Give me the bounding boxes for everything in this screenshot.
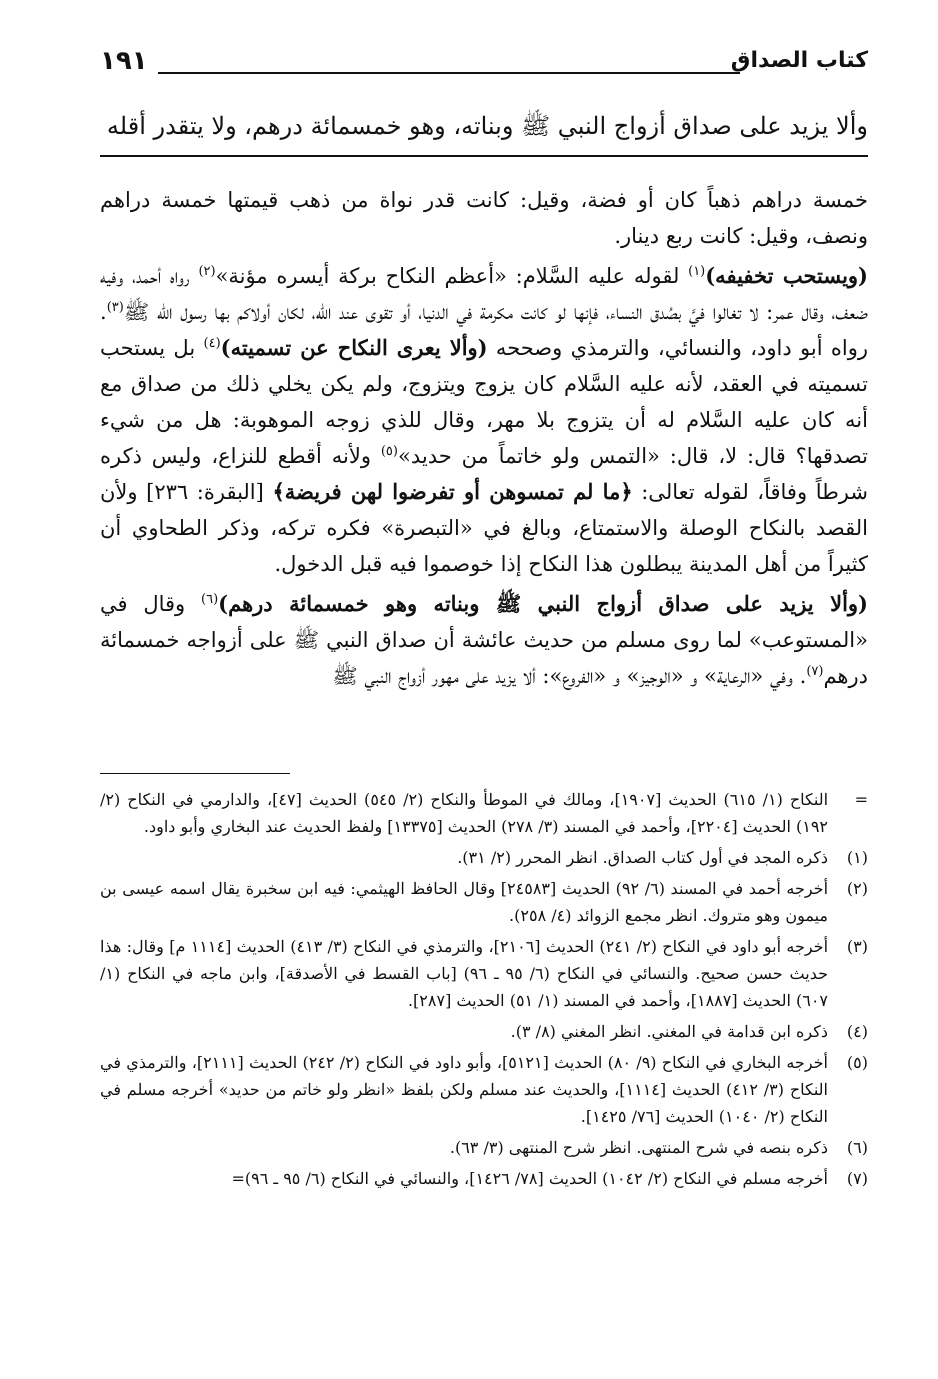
footnotes bbox=[100, 786, 868, 1196]
paragraph: (وألا يزيد على صداق أزواج النبي ﷺ وبناته وهو خمسمائة درهم)$^{(٦)}$ وقال في «المستوعب» لما روى مسلم من حديث عائشة أن صداق النبي ﷺ على أزواجه خمسمائة درهم$^{(٧)}$. وفي «الرعاية» و «الوجيز» و «الفروع»: ألا يزيد على مهور أزواج النبي ﷺ bbox=[100, 591, 868, 688]
commentary-body bbox=[100, 182, 868, 698]
footnote: (٣) أخرجه أبو داود في النكاح (٢/ ٢٤١) الحديث [٢١٠٦]، والترمذي في النكاح (٣/ ٤١٣) الحديث [١١١٤ م] وقال: هذا حديث حسن صحيح. والنسائي في النكاح (٦/ ٩٥ ـ ٩٦) [باب القسط في الأصدقة]، وابن ماجه في النكاح (١/ ٦٠٧) الحديث [١٨٨٧]، وأحمد في المسند (١/ ٥١) الحديث [٢٨٧]. bbox=[100, 937, 868, 1010]
footnote-separator bbox=[100, 773, 290, 774]
paragraph: خمسة دراهم ذهباً كان أو فضة، وقيل: كانت قدر نواة من ذهب قيمتها خمسة دراهم ونصف، وقيل: كانت ربع دينار. bbox=[100, 188, 868, 248]
footnote: (٤) ذكره ابن قدامة في المغني. انظر المغني (٨/ ٣). bbox=[510, 1022, 868, 1041]
matn-divider bbox=[100, 155, 868, 157]
chapter-title: كتاب الصداق bbox=[730, 48, 868, 73]
paragraph: (ويستحب تخفيفه)$^{(١)}$ لقوله عليه السَّلام: «أعظم النكاح بركة أيسره مؤنة»$^{(٢)}$ رواه أحمد، وفيه ضعف، وقال عمر: لا تغالوا فيَّ بصُدق النساء، فإنها لو كانت مكرمة في الدنيا، أو تقوى عند الله، لكان أولاكم بها رسول الله ﷺ$^{(٣)}$. رواه أبو داود، والنسائي، والترمذي وصححه (وألا يعرى النكاح عن تسميته)$^{(٤)}$ بل يستحب تسميته في العقد، لأنه عليه السَّلام كان يزوج ويتزوج، ولم يكن يخلي ذلك من صداق مع أنه كان عليه السَّلام له أن يتزوج بلا مهر، وقال للذي زوجه الموهوبة: هل من شيء تصدقها؟ قال: لا، قال: «التمس ولو خاتماً من حديد»$^{(٥)}$ ولأنه أقطع للنزاع، وليس ذكره شرطاً وفاقاً، لقوله تعالى: ﴿ما لم تمسوهن أو تفرضوا لهن فريضة﴾ [البقرة: ٢٣٦] ولأن القصد بالنكاح الوصلة والاستمتاع، وبالغ في «التبصرة» فكره تركه، وذكر الطحاوي أن كثيراً من أهل المدينة يبطلون هذا النكاح إذا خوصموا فيه قبل الدخول. bbox=[100, 263, 868, 576]
page-header bbox=[100, 48, 868, 86]
footnote: = النكاح (١/ ٦١٥) الحديث [١٩٠٧]، ومالك في الموطأ والنكاح (٢/ ٥٤٥) الحديث [٤٧]، والدارمي في النكاح (٢/ ١٩٢) الحديث [٢٢٠٤]، وأحمد في المسند (٣/ ٢٧٨) الحديث [١٣٣٧٥] ولفظ الحديث عند البخاري وأبو داود. bbox=[100, 790, 868, 836]
footnote: (٥) أخرجه البخاري في النكاح (٩/ ٨٠) الحديث [٥١٢١]، وأبو داود في النكاح (٢/ ٢٤٢) الحديث [٢١١١]، والترمذي في النكاح (٣/ ٤١٢) الحديث [١١١٤]، والحديث عند مسلم ولكن بلفظ «انظر ولو خاتم من حديد» أخرجه مسلم في النكاح (٢/ ١٠٤٠) الحديث [٧٦/ ١٤٢٥]. bbox=[100, 1053, 868, 1126]
matn-text: وألا يزيد على صداق أزواج النبي ﷺ وبناته، وهو خمسمائة درهم، ولا يتقدر أقله bbox=[106, 112, 868, 140]
page-number: ١٩١ bbox=[100, 46, 148, 76]
header-rule bbox=[158, 72, 740, 74]
footnote: (٢) أخرجه أحمد في المسند (٦/ ٩٢) الحديث [٢٤٥٨٣] وقال الحافظ الهيثمي: فيه ابن سخبرة يقال اسمه عيسى بن ميمون وهو متروك. انظر مجمع الزوائد (٤/ ٢٥٨). bbox=[100, 879, 868, 925]
footnote: (١) ذكره المجد في أول كتاب الصداق. انظر المحرر (٢/ ٣١). bbox=[457, 848, 868, 867]
footnote: (٦) ذكره بنصه في شرح المنتهى. انظر شرح المنتهى (٣/ ٦٣). bbox=[449, 1138, 868, 1157]
footnote: (٧) أخرجه مسلم في النكاح (٢/ ١٠٤٢) الحديث [٧٨/ ١٤٢٦]، والنسائي في النكاح (٦/ ٩٥ ـ ٩٦)= bbox=[231, 1169, 868, 1188]
